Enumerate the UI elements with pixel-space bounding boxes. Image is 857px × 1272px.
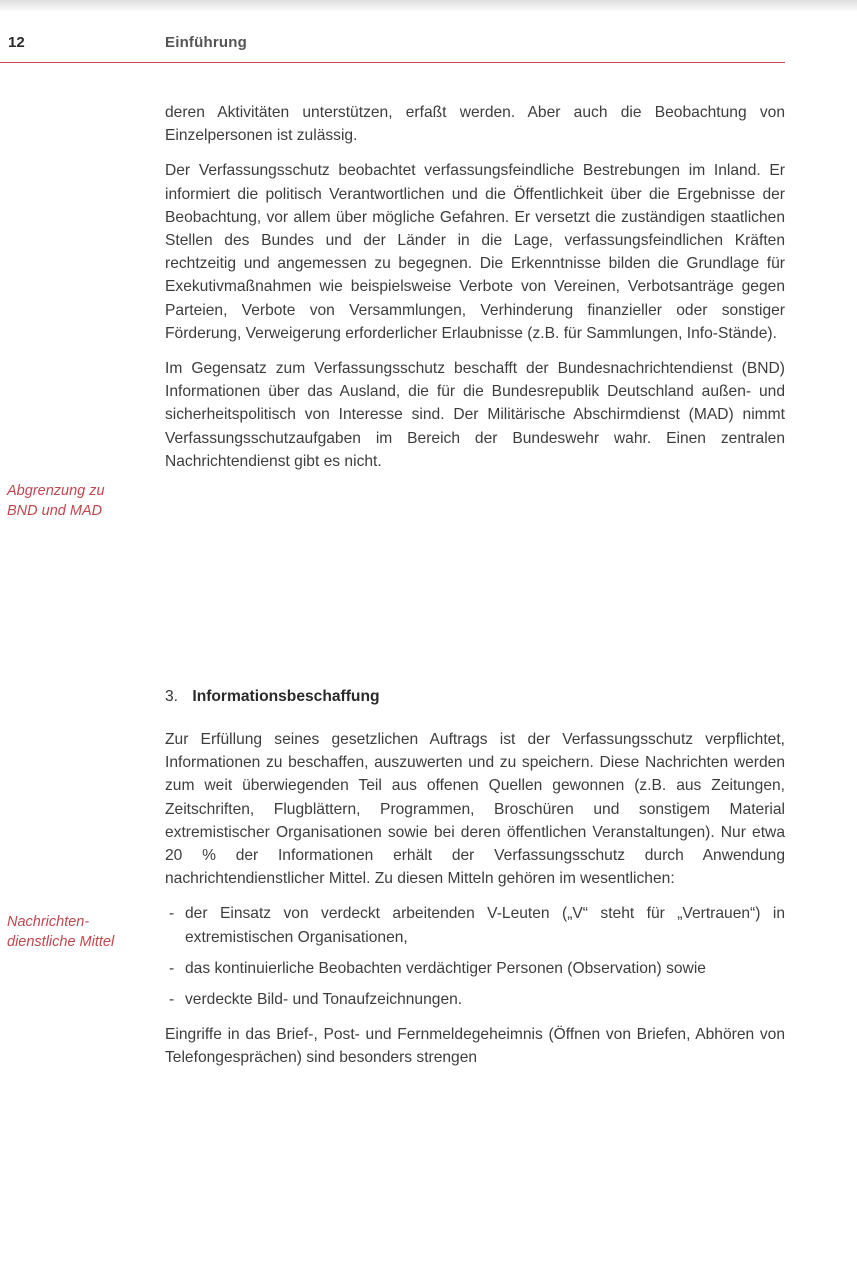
- list-item: - verdeckte Bild- und Tonaufzeichnungen.: [165, 988, 785, 1011]
- margin-note-line: Nachrichten-: [7, 914, 90, 930]
- paragraph-verfassungsschutz: Der Verfassungsschutz beobachtet verfassungsfeindliche Bestrebungen im Inland. Er informiert die politisch Verantwortlichen und die Öffentlichkeit über die Ergebnisse der Beobachtung, vor allem über mögliche Gefahren. Er versetzt die zuständigen staatlichen Stellen des Bundes und der Länder in die Lage, verfassungsfeindlichen Kräften rechtzeitig und angemessen zu begegnen. Die Erkenntnisse bilden die Grundlage für Exekutivmaßnahmen wie beispielsweise Verbote von Vereinen, Verbotsanträge gegen Parteien, Verbote von Versammlungen, Verhinderung finanzieller oder sonstiger Förderung, Verweigerung erforderlicher Erlaubnisse (z.B. für Sammlungen, Info-Stände).: [165, 162, 785, 342]
- paragraph-informationsbeschaffung: Zur Erfüllung seines gesetzlichen Auftrags ist der Verfassungsschutz verpflichtet, Informationen zu beschaffen, auszuwerten und zu speichern. Diese Nachrichten werden zum weit überwiegenden Teil aus offenen Quellen gewonnen (z.B. aus Zeitungen, Zeitschriften, Flugblättern, Programmen, Broschüren und sonstigem Material extremistischer Organisationen sowie bei deren öffentlichen Veranstaltungen). Nur etwa 20 % der Informationen erhält der Verfassungsschutz durch Anwendung nachrichtendienstlicher Mittel. Zu diesen Mitteln gehören im wesentlichen:: [165, 731, 785, 888]
- list-item: - der Einsatz von verdeckt arbeitenden V-Leuten („V“ steht für „Vertrauen“) in extremistischen Organisationen,: [165, 902, 785, 948]
- section-number: 3.: [165, 688, 179, 705]
- margin-note-line: Abgrenzung zu: [7, 483, 105, 499]
- text-block-upper: [165, 101, 785, 485]
- means-list: [165, 902, 785, 1011]
- margin-note-line: dienstliche Mittel: [7, 934, 115, 950]
- margin-note-bnd-mad: [7, 481, 105, 521]
- paragraph-continuation: deren Aktivitäten unterstützen, erfaßt werden. Aber auch die Beobachtung von Einzelpersonen ist zulässig.: [165, 104, 785, 145]
- list-item: - das kontinuierliche Beobachten verdächtiger Personen (Observation) sowie: [165, 957, 785, 980]
- page-top-shadow: [0, 0, 857, 12]
- margin-note-mittel: [7, 912, 114, 952]
- page-number: 12: [8, 34, 25, 51]
- section-title: Informationsbeschaffung: [192, 688, 380, 705]
- margin-note-line: BND und MAD: [7, 503, 103, 519]
- running-head: Einführung: [165, 34, 247, 51]
- text-block-lower: [165, 728, 785, 1082]
- section-heading: [165, 688, 380, 706]
- paragraph-eingriffe: Eingriffe in das Brief-, Post- und Fernmeldegeheimnis (Öffnen von Briefen, Abhören von Telefongesprächen) sind besonders strengen: [165, 1026, 785, 1067]
- paragraph-bnd-mad: Im Gegensatz zum Verfassungsschutz beschafft der Bundesnachrichtendienst (BND) Informationen über das Ausland, die für die Bundesrepublik Deutschland außen- und sicherheitspolitisch von Interesse sind. Der Militärische Abschirmdienst (MAD) nimmt Verfassungsschutzaufgaben im Bereich der Bundeswehr wahr. Einen zentralen Nachrichtendienst gibt es nicht.: [165, 360, 785, 470]
- page-header: [0, 30, 785, 63]
